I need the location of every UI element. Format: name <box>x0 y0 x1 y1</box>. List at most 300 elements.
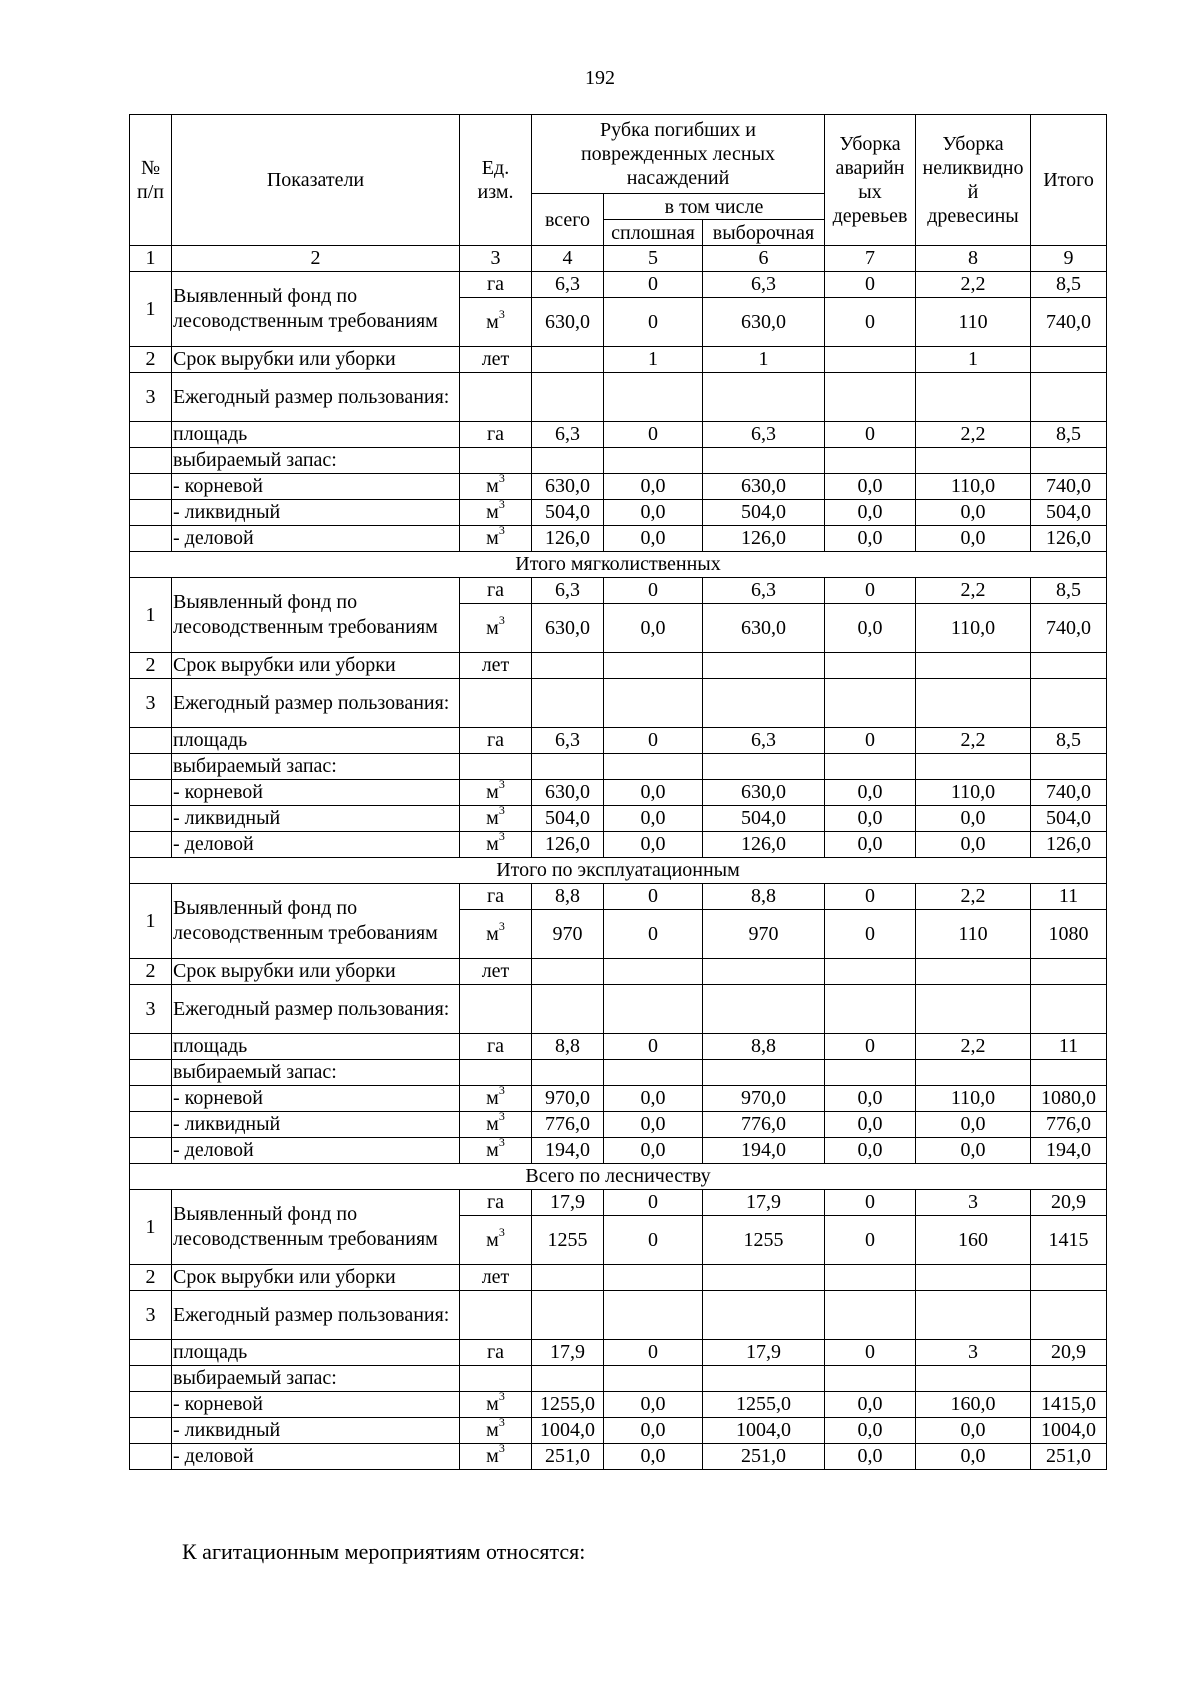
empty-cell <box>916 1366 1031 1392</box>
empty-cell <box>604 679 703 728</box>
unit-text: м <box>486 1445 499 1467</box>
value-cell: 0 <box>825 578 916 604</box>
unit-text: м <box>486 475 499 497</box>
value-cell: 126,0 <box>703 832 825 858</box>
value-cell: 0,0 <box>916 1112 1031 1138</box>
value-cell: 740,0 <box>1031 474 1107 500</box>
empty-cell <box>916 679 1031 728</box>
empty-cell <box>604 1366 703 1392</box>
value-cell: 0,0 <box>825 1112 916 1138</box>
table-row <box>130 754 1107 780</box>
row-number: 3 <box>130 985 172 1034</box>
value-cell: 1415,0 <box>1031 1392 1107 1418</box>
column-number: 2 <box>172 246 460 272</box>
value-cell: 0,0 <box>825 526 916 552</box>
value-cell: 0,0 <box>604 604 703 653</box>
value-cell: 251,0 <box>532 1444 604 1470</box>
table-row <box>130 780 1107 806</box>
empty-cell <box>604 448 703 474</box>
value-cell <box>825 1265 916 1291</box>
unit-text: м <box>486 501 499 523</box>
indicator-label: - корневой <box>172 1086 460 1112</box>
empty-cell <box>825 448 916 474</box>
indicator-label: Ежегодный размер пользования: <box>172 985 460 1034</box>
table-row <box>130 1034 1107 1060</box>
empty-cell <box>916 985 1031 1034</box>
unit-text: м <box>486 922 499 945</box>
value-cell: 1255,0 <box>532 1392 604 1418</box>
indicator-label: Срок вырубки или уборки <box>172 1265 460 1291</box>
unit-cell <box>460 780 532 806</box>
value-cell: 0,0 <box>604 780 703 806</box>
empty-cell <box>130 1034 172 1060</box>
header-cutting: Рубка погибших и поврежденных лесных насаждений <box>532 115 825 194</box>
value-cell: 0,0 <box>825 474 916 500</box>
value-cell: 1004,0 <box>703 1418 825 1444</box>
value-cell: 110 <box>916 910 1031 959</box>
value-cell: 970 <box>703 910 825 959</box>
header-solid: сплошная <box>604 220 703 246</box>
value-cell <box>1031 1265 1107 1291</box>
empty-cell <box>703 1366 825 1392</box>
empty-cell <box>1031 1291 1107 1340</box>
empty-cell <box>532 448 604 474</box>
unit-cell: га <box>460 1190 532 1216</box>
value-cell: 2,2 <box>916 728 1031 754</box>
value-cell <box>532 959 604 985</box>
indicator-label: Выявленный фонд по лесоводственным требованиям <box>172 1190 460 1265</box>
indicator-label: Выявленный фонд по лесоводственным требованиям <box>172 578 460 653</box>
value-cell: 251,0 <box>1031 1444 1107 1470</box>
value-cell: 194,0 <box>532 1138 604 1164</box>
header-total: Итого <box>1031 115 1107 246</box>
unit-text: м <box>486 310 499 333</box>
unit-cell <box>460 298 532 347</box>
empty-cell <box>130 1418 172 1444</box>
empty-cell <box>460 985 532 1034</box>
unit-cell <box>460 526 532 552</box>
value-cell: 0 <box>604 272 703 298</box>
indicator-label: площадь <box>172 422 460 448</box>
indicator-label: - корневой <box>172 780 460 806</box>
table-row <box>130 578 1107 604</box>
indicator-label: Ежегодный размер пользования: <box>172 1291 460 1340</box>
empty-cell <box>532 679 604 728</box>
section-title: Всего по лесничеству <box>130 1164 1107 1190</box>
unit-cell <box>460 474 532 500</box>
value-cell: 0 <box>604 884 703 910</box>
value-cell: 0,0 <box>604 1444 703 1470</box>
table-row <box>130 858 1107 884</box>
empty-cell <box>1031 985 1107 1034</box>
empty-cell <box>532 1291 604 1340</box>
empty-cell <box>604 373 703 422</box>
value-cell: 11 <box>1031 884 1107 910</box>
value-cell: 0,0 <box>825 604 916 653</box>
value-cell: 0 <box>825 1340 916 1366</box>
empty-cell <box>130 1060 172 1086</box>
unit-text: м <box>486 1419 499 1441</box>
table-row <box>130 1086 1107 1112</box>
table-row <box>130 959 1107 985</box>
value-cell: 0 <box>825 272 916 298</box>
value-cell: 1415 <box>1031 1216 1107 1265</box>
indicator-label: Срок вырубки или уборки <box>172 653 460 679</box>
value-cell: 0,0 <box>916 1138 1031 1164</box>
empty-cell <box>532 373 604 422</box>
value-cell: 0,0 <box>825 1418 916 1444</box>
value-cell: 1 <box>916 347 1031 373</box>
unit-exponent: 3 <box>498 473 505 486</box>
value-cell: 0 <box>825 884 916 910</box>
empty-cell <box>1031 754 1107 780</box>
column-number: 5 <box>604 246 703 272</box>
empty-cell <box>532 1366 604 1392</box>
empty-cell <box>825 679 916 728</box>
table-row <box>130 448 1107 474</box>
indicator-label: Срок вырубки или уборки <box>172 959 460 985</box>
row-number: 3 <box>130 679 172 728</box>
value-cell: 0 <box>604 1340 703 1366</box>
unit-cell <box>460 910 532 959</box>
value-cell: 630,0 <box>703 298 825 347</box>
row-number: 3 <box>130 1291 172 1340</box>
value-cell: 0 <box>825 1216 916 1265</box>
value-cell: 970 <box>532 910 604 959</box>
value-cell: 0,0 <box>825 500 916 526</box>
value-cell <box>825 653 916 679</box>
table-row <box>130 526 1107 552</box>
value-cell: 194,0 <box>1031 1138 1107 1164</box>
unit-cell <box>460 806 532 832</box>
value-cell: 17,9 <box>703 1340 825 1366</box>
table-row <box>130 474 1107 500</box>
header-unit: Ед. изм. <box>460 115 532 246</box>
unit-cell: лет <box>460 1265 532 1291</box>
value-cell: 0 <box>604 1216 703 1265</box>
row-number: 2 <box>130 1265 172 1291</box>
value-cell: 0,0 <box>825 1392 916 1418</box>
value-cell: 0,0 <box>604 806 703 832</box>
unit-cell: га <box>460 1034 532 1060</box>
empty-cell <box>460 1291 532 1340</box>
indicator-label: Выявленный фонд по лесоводственным требованиям <box>172 884 460 959</box>
value-cell: 0,0 <box>604 526 703 552</box>
section-title: Итого мягколиственных <box>130 552 1107 578</box>
footer-text: К агитационным мероприятиям относятся: <box>182 1539 586 1564</box>
forest-use-table <box>129 114 1107 1470</box>
table-row <box>130 500 1107 526</box>
column-number: 3 <box>460 246 532 272</box>
value-cell: 0,0 <box>825 832 916 858</box>
value-cell: 8,8 <box>532 1034 604 1060</box>
value-cell: 20,9 <box>1031 1190 1107 1216</box>
table-row <box>130 1392 1107 1418</box>
indicator-label: выбираемый запас: <box>172 754 460 780</box>
value-cell: 0,0 <box>604 1112 703 1138</box>
value-cell: 504,0 <box>1031 806 1107 832</box>
indicator-label: Ежегодный размер пользования: <box>172 373 460 422</box>
row-number: 3 <box>130 373 172 422</box>
empty-cell <box>916 1060 1031 1086</box>
value-cell: 504,0 <box>532 500 604 526</box>
table-row <box>130 832 1107 858</box>
value-cell: 740,0 <box>1031 298 1107 347</box>
empty-cell <box>825 1291 916 1340</box>
value-cell: 6,3 <box>703 728 825 754</box>
empty-cell <box>916 373 1031 422</box>
header-indicators: Показатели <box>172 115 460 246</box>
indicator-label: выбираемый запас: <box>172 1060 460 1086</box>
empty-cell <box>1031 679 1107 728</box>
indicator-label: - деловой <box>172 832 460 858</box>
unit-exponent: 3 <box>498 831 505 844</box>
value-cell: 776,0 <box>1031 1112 1107 1138</box>
value-cell: 0,0 <box>916 832 1031 858</box>
value-cell: 8,5 <box>1031 422 1107 448</box>
value-cell <box>604 1265 703 1291</box>
unit-text: м <box>486 833 499 855</box>
value-cell: 0 <box>825 298 916 347</box>
value-cell <box>604 653 703 679</box>
value-cell: 126,0 <box>703 526 825 552</box>
row-number: 2 <box>130 653 172 679</box>
row-number: 1 <box>130 272 172 347</box>
table-row <box>130 679 1107 728</box>
value-cell <box>916 1265 1031 1291</box>
header-emergency-trees: Уборка аварийн ых деревьев <box>825 115 916 246</box>
empty-cell <box>130 806 172 832</box>
value-cell: 0,0 <box>604 500 703 526</box>
value-cell: 0,0 <box>916 500 1031 526</box>
row-number: 2 <box>130 347 172 373</box>
value-cell: 1255 <box>532 1216 604 1265</box>
value-cell: 0 <box>825 1034 916 1060</box>
value-cell: 776,0 <box>703 1112 825 1138</box>
value-cell: 1004,0 <box>1031 1418 1107 1444</box>
value-cell: 630,0 <box>532 298 604 347</box>
value-cell: 504,0 <box>532 806 604 832</box>
row-number: 1 <box>130 578 172 653</box>
table-body <box>130 246 1107 1470</box>
value-cell: 504,0 <box>703 500 825 526</box>
unit-exponent: 3 <box>498 1391 505 1404</box>
table-row <box>130 806 1107 832</box>
empty-cell <box>604 1060 703 1086</box>
empty-cell <box>916 754 1031 780</box>
value-cell: 0,0 <box>604 1138 703 1164</box>
unit-cell: га <box>460 272 532 298</box>
unit-cell <box>460 1112 532 1138</box>
empty-cell <box>130 780 172 806</box>
empty-cell <box>130 500 172 526</box>
value-cell: 970,0 <box>532 1086 604 1112</box>
empty-cell <box>130 1340 172 1366</box>
value-cell: 1080,0 <box>1031 1086 1107 1112</box>
empty-cell <box>532 985 604 1034</box>
value-cell: 6,3 <box>532 728 604 754</box>
unit-exponent: 3 <box>498 1417 505 1430</box>
unit-exponent: 3 <box>498 1137 505 1150</box>
value-cell: 3 <box>916 1190 1031 1216</box>
empty-cell <box>1031 1366 1107 1392</box>
table-row <box>130 653 1107 679</box>
value-cell: 6,3 <box>703 578 825 604</box>
value-cell <box>916 959 1031 985</box>
empty-cell <box>130 1086 172 1112</box>
empty-cell <box>130 1366 172 1392</box>
table-row <box>130 1265 1107 1291</box>
unit-exponent: 3 <box>498 805 505 818</box>
value-cell: 2,2 <box>916 422 1031 448</box>
value-cell: 630,0 <box>703 780 825 806</box>
indicator-label: Срок вырубки или уборки <box>172 347 460 373</box>
unit-cell: га <box>460 884 532 910</box>
value-cell: 110,0 <box>916 604 1031 653</box>
value-cell: 630,0 <box>703 474 825 500</box>
value-cell: 0,0 <box>604 474 703 500</box>
unit-exponent: 3 <box>498 306 505 321</box>
column-number: 1 <box>130 246 172 272</box>
value-cell <box>825 959 916 985</box>
value-cell: 0,0 <box>916 806 1031 832</box>
indicator-label: - деловой <box>172 1444 460 1470</box>
header-selective: выборочная <box>703 220 825 246</box>
value-cell: 8,5 <box>1031 578 1107 604</box>
unit-exponent: 3 <box>498 612 505 627</box>
indicator-label: - корневой <box>172 1392 460 1418</box>
indicator-label: - деловой <box>172 1138 460 1164</box>
value-cell: 630,0 <box>703 604 825 653</box>
unit-text: м <box>486 1087 499 1109</box>
value-cell: 0,0 <box>604 832 703 858</box>
indicator-label: - ликвидный <box>172 1112 460 1138</box>
value-cell: 17,9 <box>532 1340 604 1366</box>
indicator-label: площадь <box>172 1034 460 1060</box>
value-cell: 1 <box>703 347 825 373</box>
empty-cell <box>130 1138 172 1164</box>
empty-cell <box>130 526 172 552</box>
indicator-label: - ликвидный <box>172 500 460 526</box>
value-cell <box>703 1265 825 1291</box>
header-including: в том числе <box>604 194 825 220</box>
indicator-label: Выявленный фонд по лесоводственным требованиям <box>172 272 460 347</box>
table-row <box>130 373 1107 422</box>
unit-text: м <box>486 781 499 803</box>
indicator-label: - деловой <box>172 526 460 552</box>
table-row <box>130 422 1107 448</box>
table-row <box>130 1190 1107 1216</box>
table-row <box>130 1418 1107 1444</box>
empty-cell <box>604 754 703 780</box>
table-row <box>130 728 1107 754</box>
value-cell: 0 <box>825 728 916 754</box>
value-cell: 0 <box>604 910 703 959</box>
empty-cell <box>825 1060 916 1086</box>
value-cell: 2,2 <box>916 578 1031 604</box>
value-cell: 630,0 <box>532 604 604 653</box>
value-cell: 126,0 <box>1031 832 1107 858</box>
empty-cell <box>460 448 532 474</box>
value-cell: 6,3 <box>703 272 825 298</box>
empty-cell <box>916 448 1031 474</box>
value-cell: 0 <box>825 910 916 959</box>
value-cell: 20,9 <box>1031 1340 1107 1366</box>
table-row <box>130 272 1107 298</box>
row-number: 2 <box>130 959 172 985</box>
empty-cell <box>1031 448 1107 474</box>
value-cell: 0 <box>825 422 916 448</box>
value-cell: 0,0 <box>825 1138 916 1164</box>
table-row <box>130 1444 1107 1470</box>
value-cell: 0,0 <box>916 1444 1031 1470</box>
indicator-label: площадь <box>172 1340 460 1366</box>
empty-cell <box>703 754 825 780</box>
empty-cell <box>1031 373 1107 422</box>
unit-cell <box>460 1418 532 1444</box>
table-row <box>130 1060 1107 1086</box>
indicator-label: - ликвидный <box>172 1418 460 1444</box>
value-cell: 630,0 <box>532 474 604 500</box>
value-cell: 0,0 <box>825 806 916 832</box>
empty-cell <box>130 422 172 448</box>
value-cell: 8,5 <box>1031 728 1107 754</box>
value-cell: 126,0 <box>1031 526 1107 552</box>
empty-cell <box>703 373 825 422</box>
empty-cell <box>460 373 532 422</box>
unit-cell: га <box>460 1340 532 1366</box>
empty-cell <box>130 1444 172 1470</box>
unit-cell <box>460 832 532 858</box>
empty-cell <box>130 474 172 500</box>
empty-cell <box>916 1291 1031 1340</box>
unit-cell <box>460 500 532 526</box>
value-cell: 110,0 <box>916 1086 1031 1112</box>
value-cell: 970,0 <box>703 1086 825 1112</box>
value-cell: 251,0 <box>703 1444 825 1470</box>
value-cell: 2,2 <box>916 272 1031 298</box>
empty-cell <box>703 985 825 1034</box>
unit-cell: лет <box>460 347 532 373</box>
empty-cell <box>825 1366 916 1392</box>
unit-text: м <box>486 1228 499 1251</box>
unit-text: м <box>486 807 499 829</box>
value-cell: 17,9 <box>703 1190 825 1216</box>
header-illiquid-wood: Уборка неликвидно й древесины <box>916 115 1031 246</box>
indicator-label: Ежегодный размер пользования: <box>172 679 460 728</box>
empty-cell <box>130 1392 172 1418</box>
empty-cell <box>825 754 916 780</box>
table-row <box>130 347 1107 373</box>
unit-cell: га <box>460 422 532 448</box>
table-row <box>130 1340 1107 1366</box>
unit-cell <box>460 604 532 653</box>
value-cell: 0,0 <box>825 1444 916 1470</box>
value-cell: 0,0 <box>604 1418 703 1444</box>
value-cell: 6,3 <box>532 578 604 604</box>
unit-exponent: 3 <box>498 499 505 512</box>
value-cell <box>703 959 825 985</box>
value-cell: 0 <box>604 578 703 604</box>
header-number: № п/п <box>130 115 172 246</box>
empty-cell <box>604 985 703 1034</box>
value-cell <box>703 653 825 679</box>
indicator-label: - ликвидный <box>172 806 460 832</box>
unit-cell: лет <box>460 653 532 679</box>
empty-cell <box>460 679 532 728</box>
table-row <box>130 246 1107 272</box>
unit-text: м <box>486 1139 499 1161</box>
